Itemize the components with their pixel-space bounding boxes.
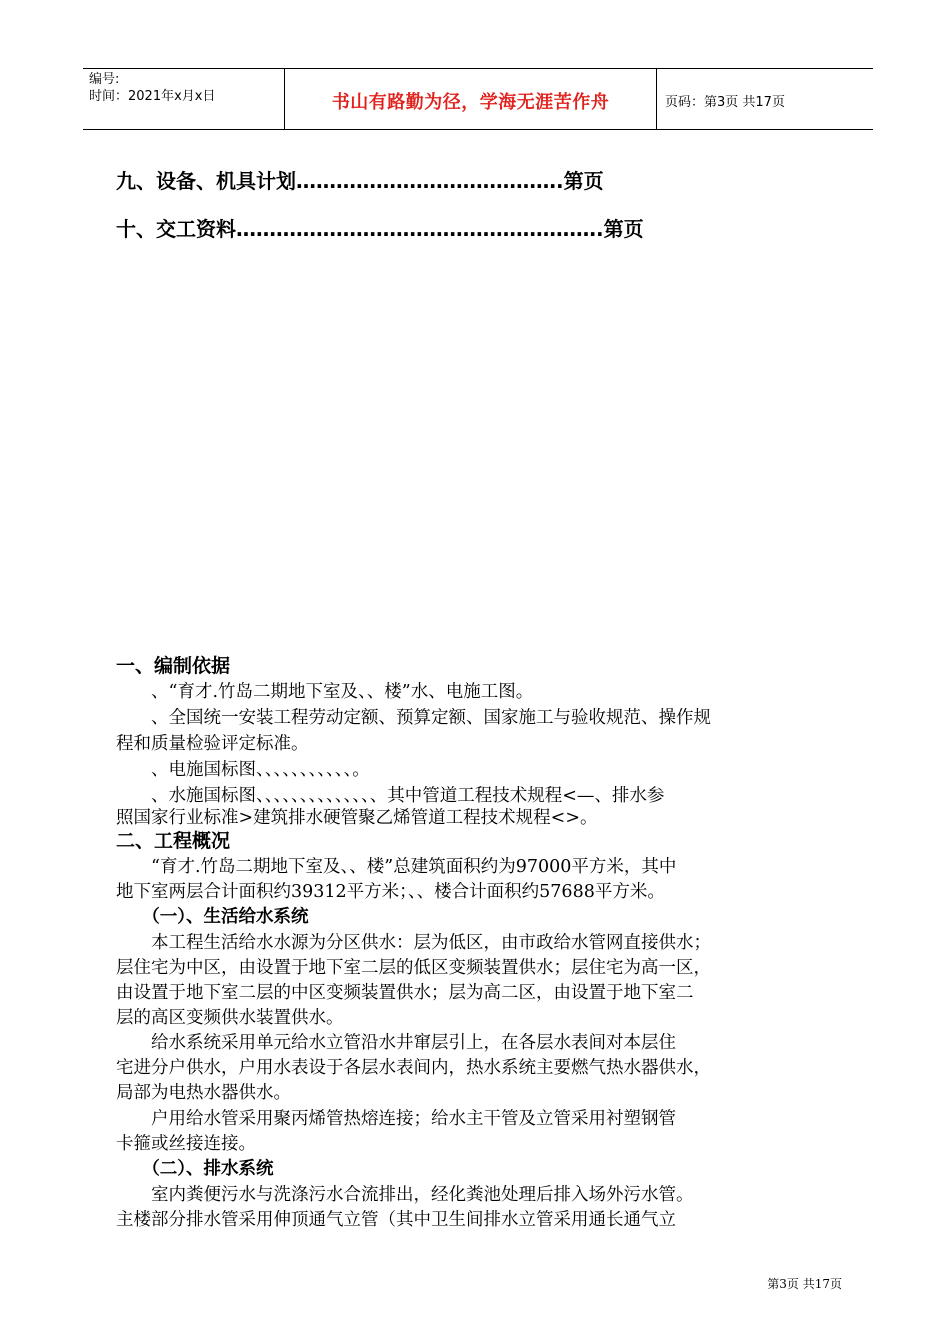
paragraph-line: 程和质量检验评定标准。 bbox=[116, 734, 309, 754]
paragraph-line: 由设置于地下室二层的中区变频装置供水；层为高二区，由设置于地下室二 bbox=[116, 983, 694, 1003]
paragraph-line: 层住宅为中区，由设置于地下室二层的低区变频装置供水；层住宅为高一区， bbox=[116, 958, 711, 978]
page-footer: 第3页 共17页 bbox=[767, 1277, 842, 1291]
paragraph-line: 宅进分户供水，户用水表设于各层水表间内，热水系统主要燃气热水器供水， bbox=[116, 1058, 711, 1078]
paragraph-line: 户用给水管采用聚丙烯管热熔连接；给水主干管及立管采用衬塑钢管 bbox=[116, 1109, 676, 1129]
header-motto: 书山有路勤为径，学海无涯苦作舟 bbox=[331, 92, 610, 113]
section-heading: （二）、排水系统 bbox=[116, 1159, 274, 1179]
paragraph-line: 层的高区变频供水装置供水。 bbox=[116, 1008, 344, 1028]
paragraph-line: 、水施国标图、、、、、、、、、、、、、、其中管道工程技术规程<—、排水参 bbox=[116, 786, 665, 806]
header-left-cell bbox=[83, 69, 285, 129]
header-right-cell bbox=[657, 69, 873, 129]
paragraph-line: 给水系统采用单元给水立管沿水井窜层引上，在各层水表间对本层住 bbox=[116, 1033, 676, 1053]
section-heading: （一）、生活给水系统 bbox=[116, 907, 309, 927]
toc-entry: 九、设备、机具计划………………………………….第页 bbox=[116, 169, 604, 193]
header-page-info: 页码：第3页 共17页 bbox=[665, 95, 785, 110]
number-label: 编号: bbox=[89, 72, 120, 87]
section-heading: 一、编制依据 bbox=[116, 655, 231, 677]
paragraph-line: 卡箍或丝接连接。 bbox=[116, 1134, 256, 1154]
paragraph-line: 主楼部分排水管采用伸顶通气立管（其中卫生间排水立管采用通长通气立 bbox=[116, 1210, 676, 1230]
header-table bbox=[83, 68, 873, 130]
paragraph-line: 本工程生活给水水源为分区供水：层为低区，由市政给水管网直接供水； bbox=[116, 933, 711, 953]
date-line: 时间：2021年x月x日 bbox=[89, 89, 216, 104]
paragraph-line: 、全国统一安装工程劳动定额、预算定额、国家施工与验收规范、操作规 bbox=[116, 708, 711, 728]
paragraph-line: 、“育才.竹岛二期地下室及、、楼”水、电施工图。 bbox=[116, 682, 534, 702]
paragraph-line: 局部为电热水器供水。 bbox=[116, 1083, 291, 1103]
header-center-cell bbox=[285, 69, 657, 129]
section-heading: 二、工程概况 bbox=[116, 830, 231, 852]
paragraph-line: 地下室两层合计面积约39312平方米；、、楼合计面积约57688平方米。 bbox=[116, 882, 665, 902]
paragraph-line: 、电施国标图、、、、、、、、、、、。 bbox=[116, 760, 370, 780]
paragraph-line: “育才.竹岛二期地下室及、、楼”总建筑面积约为97000平方米，其中 bbox=[116, 857, 677, 877]
toc-entry: 十、交工资料……………………………………………….第页 bbox=[116, 217, 644, 241]
paragraph-line: 照国家行业标准>建筑排水硬管聚乙烯管道工程技术规程<>。 bbox=[116, 808, 598, 828]
paragraph-line: 室内粪便污水与洗涤污水合流排出，经化粪池处理后排入场外污水管。 bbox=[116, 1185, 694, 1205]
